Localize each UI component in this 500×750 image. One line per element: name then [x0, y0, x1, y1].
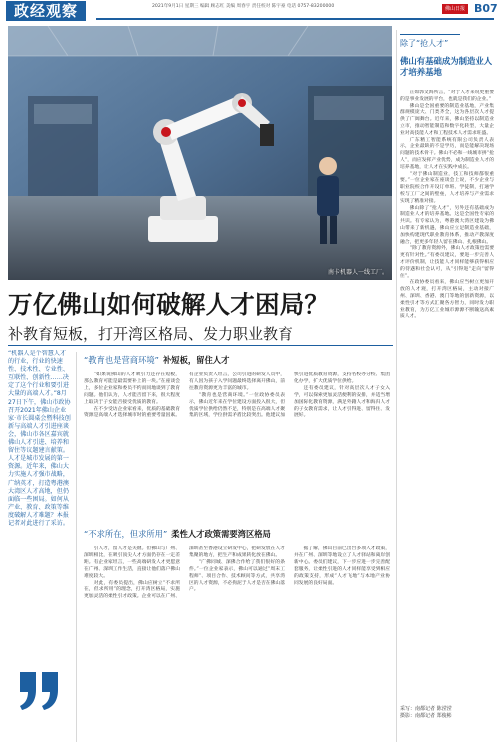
column-divider	[396, 30, 397, 742]
byline-photographer: 摄影：南都记者 郑俊彬	[400, 713, 452, 719]
robot-arm-illustration	[8, 26, 392, 280]
quote-mark-icon	[16, 668, 64, 714]
section-body	[84, 372, 390, 518]
column-divider	[76, 352, 77, 742]
section-quote: “教育也是营商环境”	[84, 355, 159, 365]
paragraph: “教育也是营商环境。”一位政协委员表示，佛山近年来在学位建设方面投入很大，但优质学位供给仍然不足，特别是在高端人才聚集的区域，学位供需矛盾比较突出。他建议加快引进优质教育资源，支持名校办分校、集团化办学，扩大优质学位供给。	[189, 372, 390, 419]
byline-writer: 采写：南都记者 陈滢滢	[400, 706, 452, 712]
header-rule	[96, 18, 494, 20]
section-subtitle: 补短板，留住人才	[162, 355, 230, 365]
paragraph: “对于佛山制造业，技工和技师都很重要。”一位企业家在座谈会上说，不少企业与职业院校合作开设订单班、学徒制，打通学校与工厂之间的壁垒，人才培养与产业需求实现了精准对接。	[400, 171, 494, 204]
right-body	[400, 90, 494, 702]
main-headline: 万亿佛山如何破解人才困局？	[8, 290, 330, 319]
paragraph: “除了教育资源外，佛山人才政策也需要更有针对性。”有委员建议，要进一步完善人才评价机制，让技能人才同样能够获得相应的待遇和社会认可，从“引得进”走向“留得住”。	[400, 246, 494, 279]
section-subtitle: 柔性人才政策需要湾区格局	[171, 529, 271, 539]
paragraph: 佛山是全国重要的制造业基地，产业集群规模庞大、门类齐全，这为各层次人才提供了广阔舞台。近年来，佛山坚持以制造业立市，推动智能制造和数字化转型，大量企业对高技能人才和工程技术人才需求旺盛。	[400, 103, 494, 136]
sidebar-summary: “机器人是个智慧人才的行业，行业的快速性、技术性、专业性、互联性、创新性……决定了这个行业和要引进大量的高端人才。”8月27日下午，佛山市政协召开2021年佛山企业家·市长圆桌会暨科技创新与高端人才引进座谈会，佛山市各区嘉宾就佛山人才引进、培养和留住等议题建言献策。人才是城市发展的第一资源。近年来，佛山大力实施人才强市战略，广纳英才，打造粤港澳大湾区人才高地，但仍面临一些困局。如何从产业、教育、政策等维度破解人才难题？本报记者对此进行了采访。	[8, 350, 71, 527]
page-number: B07	[474, 2, 498, 15]
byline	[400, 706, 494, 720]
factory-robot-photo	[8, 26, 392, 280]
paragraph: 佛山除了“抢人才”，另外还有基础成为制造业人才的培养基地。这是全国性专家的共识。有专家认为，粤港澳大湾区建设为佛山带来了新机遇，佛山应立足制造业基础，加快构建现代职业教育体系，推动产教深度融合，把更多年轻人留在佛山、扎根佛山。	[400, 205, 494, 245]
section-quote: “不求所在，但求所用”	[84, 529, 168, 539]
paragraph: 在政协委员看来，佛山应当树立更加开放的人才观，打开湾区格局，主动对接广州、深圳、香港、澳门等地的创新资源，以柔性引才等方式汇聚各方智力，同时发力职业教育，为万亿工业城市源源不断输送高素质人才。	[400, 280, 494, 320]
paper-badge: 佛山日报	[442, 4, 468, 14]
headline-rule	[8, 345, 393, 346]
section-heading	[84, 528, 271, 540]
kicker-rule	[400, 34, 460, 35]
photo-caption: 南卡机器人一线工厂。	[327, 269, 388, 276]
paragraph: “如果说佛山的人才吸引力还存在短板，那么教育可能是最需要补上的一块。”在座谈会上，多位企业家和委员不约而同地谈到了教育问题。他们认为，人才能否留下来，很大程度上取决于子女能否接受优质的教育。	[84, 372, 180, 405]
paragraph: 广东精工智能系统有限公司负责人表示，企业最缺的不是学历，而是能解决现场问题的技术骨干。佛山不必和一线城市拼“抢人”，而应发挥产业优势，成为制造业人才的培养基地，让人才在实践中成长。	[400, 137, 494, 170]
section-title: 政经观察	[6, 1, 86, 21]
sub-headline: 补教育短板，打开湾区格局、发力职业教育	[8, 325, 294, 343]
edition-info: 2021年9月1日 星期三 编辑 顾志红 美编 周春宇 责任校对 陈宇豪 电话 0757-83200000	[152, 4, 335, 9]
section-body	[84, 546, 390, 742]
right-title: 佛山有基础成为制造业人才培养基地	[400, 56, 493, 77]
paragraph: “广佛同城、深佛合作给了我们很好的条件。”一位企业家表示，佛山可以通过“周末工程师”、项目合作、技术顾问等方式，共享湾区的人才资源，不必拘泥于人才是否在佛山落户。	[189, 559, 285, 593]
paragraph: 在不少受访企业家看来，优质的基础教育资源是高端人才选择城市时的重要考量因素。有企业负责人坦言，公司引进的研发人员中，有人因为孩子入学问题最终选择离开佛山，前往教育资源更为丰富的城市。	[84, 372, 285, 419]
paragraph: 据了解，佛山目前已出台多项人才政策，并在广州、深圳等地设立了人才驿站和离岸创新中心。委员们建议，下一步应进一步完善配套服务，让柔性引进的人才同样能享受到相应的政策支持，形成“人才飞地”与本地产业协同发展的良好局面。	[294, 546, 390, 586]
section-heading	[84, 354, 229, 366]
right-kicker: 除了“抢人才”	[400, 39, 449, 48]
paragraph: 还有委员建议，针对高层次人才子女入学，可以探索更加灵活便利的安排，并适当增加国际化教育资源，满足外籍人才和海归人才的子女教育需求，让人才引得进、留得住、发展好。	[294, 385, 390, 419]
paragraph: 引人才，留人才是关键。但佛山与广州、深圳相比，在吸引顶尖人才方面仍存在一定差距。有企业家坦言，一些高端研发人才更愿意在广州、深圳工作生活，直接让他们落户佛山难度较大。	[84, 546, 180, 579]
paragraph: 正如郭文海所言，“对于人才来说更重要的是事业发展的平台，也就是我们的企业。”	[400, 90, 494, 102]
paragraph: 对此，有委员提出，佛山应树立“不求所在，但求所用”的理念，打开湾区格局，实施更加灵活的柔性引才政策。企业可以在广州、深圳甚至香港设立研发中心，把研发放在人才集聚的地方，把生产和成果转化放在佛山。	[84, 546, 285, 600]
